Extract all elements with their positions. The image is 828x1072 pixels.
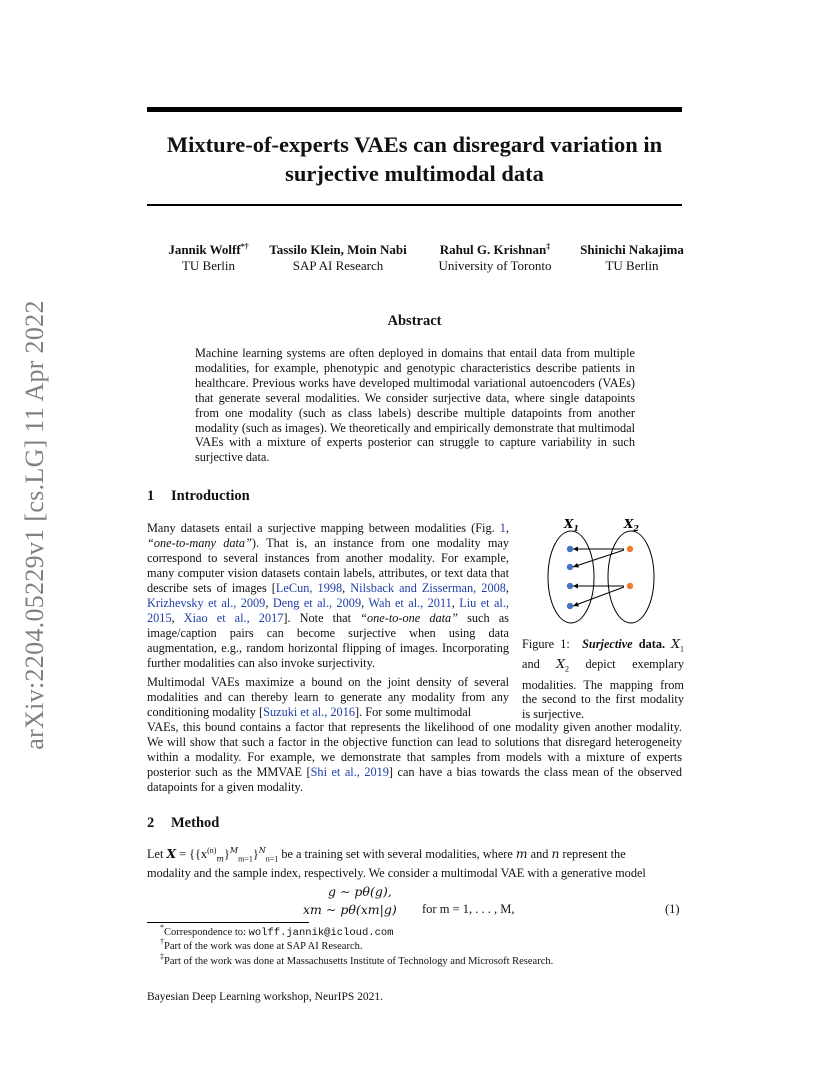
modality-2-ellipse — [608, 531, 654, 623]
citation-link[interactable]: Xiao et al., 2017 — [183, 611, 284, 625]
equation-line-1: g ∼ pθ(g), — [328, 884, 392, 899]
intro-paragraph-2b: VAEs, this bound contains a factor that represents the likelihood of one modality given another modality. We will show that such a factor in the objective function can lead to solutions that disregard heterogeneity within a modality. For example, we demonstrate that samples from models with a mixture of experts posterior such as the MMVAE [Shi et al., 2019] can have a bias towards the class mean of the observed datapoints for a given modality. — [147, 720, 682, 794]
citation-link[interactable]: Nilsback and Zisserman, 2008 — [350, 581, 506, 595]
equation-number: (1) — [665, 902, 680, 916]
author-2: Tassilo Klein, Moin Nabi SAP AI Research — [269, 242, 407, 273]
figure-1-caption: Figure 1: Surjective data. $X_1$ and $X_2$ depict exemplary modalities. The mapping from the second to the first modality is surjective. — [522, 637, 684, 722]
citation-link[interactable]: Liu et al., 2015 — [147, 596, 509, 625]
abstract-heading: Abstract — [387, 313, 442, 329]
author-3: Rahul G. Krishnan‡ University of Toronto — [438, 242, 552, 273]
figure-ref-link[interactable]: 1 — [499, 521, 506, 535]
x1-point — [567, 546, 573, 552]
arrow-head — [573, 584, 578, 589]
title-bottom-rule — [147, 204, 682, 206]
footnote-3: ‡Part of the work was done at Massachusetts Institute of Technology and Microsoft Research. — [160, 952, 554, 967]
mapping-arrow — [573, 550, 624, 567]
author-1: Jannik Wolff*† TU Berlin — [168, 242, 249, 273]
footnote-1: *Correspondence to: wolff.jannik@icloud.com — [160, 923, 394, 939]
equation-condition: for m = 1, . . . , M, — [422, 902, 515, 916]
venue-footer: Bayesian Deep Learning workshop, NeurIPS 2021. — [147, 991, 384, 1003]
x2-label: $X_2$ — [624, 517, 639, 533]
x1-point — [567, 564, 573, 570]
citation-link[interactable]: Krizhevsky et al., 2009 — [147, 596, 266, 610]
email-link[interactable]: wolff.jannik@icloud.com — [248, 927, 394, 939]
arrow-head — [573, 547, 578, 552]
abstract-text: Machine learning systems are often deployed in domains that entail data from multiple modalities, for example, phenotypic and genotypic characteristics describe patients in healthcare. Previous works have developed multimodal variational autoencoders (VAEs) that generate several modalities. We consider surjective data, where single datapoints from one modality (such as class labels) describe multiple datapoints from another modality (such as images). We theoretically and empirically demonstrate that multimodal VAEs with a mixture of experts posterior can struggle to capture variability in such surjective data. — [195, 346, 635, 465]
author-4: Shinichi Nakajima TU Berlin — [580, 242, 684, 273]
footnote-rule — [147, 922, 309, 923]
citation-link[interactable]: Wah et al., 2011 — [368, 596, 452, 610]
author-list — [140, 242, 700, 282]
section-2-heading: 2 Method — [147, 815, 220, 831]
x1-label: $X_1$ — [564, 517, 579, 533]
paper-title: Mixture-of-experts VAEs can disregard variation in surjective multimodal data — [166, 132, 663, 186]
intro-paragraph-2a: Multimodal VAEs maximize a bound on the joint density of several modalities and can thereby learn to generate any modality from any conditioning modality [Suzuki et al., 2016]. For some multimodal — [147, 675, 509, 719]
citation-link[interactable]: LeCun, 1998 — [275, 581, 343, 595]
x2-point — [627, 546, 633, 552]
method-paragraph: Let $X = \{\{x^{(n)}_m\}^M_{m=1}\}^N_{n=1}$ be a training set with several modalities, where m and n represent the modality and the sample index, respectively. We consider a multimodal VAE with a generative model — [147, 846, 646, 881]
intro-paragraph-1: Many datasets entail a surjective mapping between modalities (Fig. 1, “one-to-many data”). That is, an instance from one modality may correspond to several instances from another modality. For example, many computer vision datasets contain labels, attributes, or text data that describe sets of images [LeCun, 1998, Nilsback and Zisserman, 2008, Krizhevsky et al., 2009, Deng et al., 2009, Wah et al., 2011, Liu et al., 2015, Xiao et al., 2017]. Note that “one-to-one data” such as image/caption pairs can become surjective when using data augmentation, e.g., random horizontal flipping of images. Incorporating further modalities can also invoke surjectivity. — [147, 521, 509, 670]
x1-point — [567, 583, 573, 589]
x2-point — [627, 583, 633, 589]
arxiv-stamp: arXiv:2204.05229v1 [cs.LG] 11 Apr 2022 — [20, 300, 49, 750]
citation-link[interactable]: Shi et al., 2019 — [310, 765, 389, 779]
modality-1-ellipse — [548, 531, 594, 623]
citation-link[interactable]: Suzuki et al., 2016 — [263, 705, 355, 719]
x1-point — [567, 603, 573, 609]
figure-1-diagram — [520, 513, 685, 633]
title-top-rule — [147, 107, 682, 112]
citation-link[interactable]: Deng et al., 2009 — [272, 596, 362, 610]
equation-line-2: xm ∼ pθ(xm|g) — [303, 902, 397, 917]
footnote-2: †Part of the work was done at SAP AI Research. — [160, 937, 363, 952]
mapping-arrow — [573, 587, 624, 606]
section-1-heading: 1 Introduction — [147, 488, 250, 504]
